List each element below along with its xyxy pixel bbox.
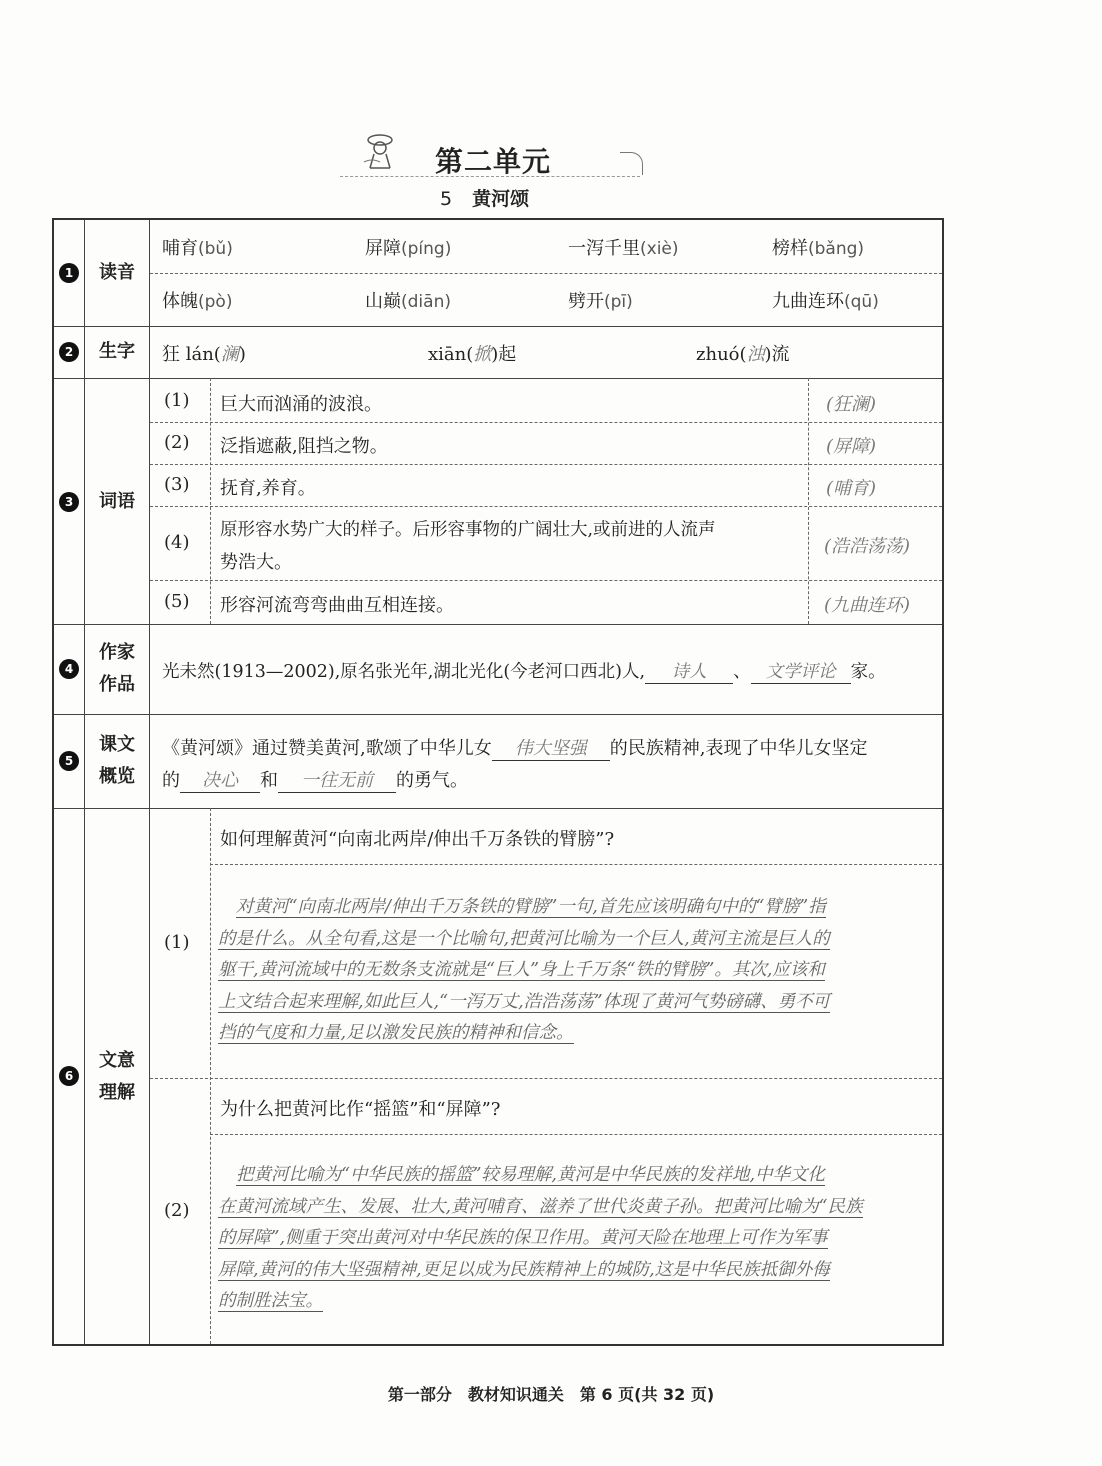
section-characters <box>54 326 942 379</box>
word-number: (2) <box>164 432 190 453</box>
reading-item: 哺育(bǔ) <box>162 238 233 259</box>
comprehension-answer: 对黄河“向南北两岸/伸出千万条铁的臂膀”一句,首先应该明确句中的“臂膀”指 的是什么。从全句看,这是一个比喻句,把黄河比喻为一个巨人,黄河主流是巨人的 躯干,黄河流域中的无数条支流就是“巨人”身上千万条“铁的臂膀”。其次,应该和 上文结合起来理解,如此巨人,“一泻万丈,浩浩荡荡”体现了黄河气势磅礴、勇不可 挡的气度和力量,足以激发民族的精神和信念。 <box>218 897 831 1043</box>
section-reading <box>54 220 942 327</box>
lesson-title <box>440 184 529 211</box>
section-comprehension <box>54 808 942 1344</box>
unit-title: 第二单元 <box>435 145 552 178</box>
word-definition: 巨大而汹涌的波浪。 <box>220 394 382 415</box>
section-words <box>54 378 942 625</box>
section-author <box>54 624 942 715</box>
section-label: 概览 <box>99 766 135 787</box>
lesson-number: 5 <box>440 188 453 210</box>
word-answer: (狂澜) <box>826 394 877 415</box>
page-footer <box>0 1382 1102 1405</box>
word-definition: 势浩大。 <box>220 552 292 573</box>
section-label: 课文 <box>99 734 135 755</box>
section-label: 读音 <box>99 262 135 283</box>
word-answer: (屏障) <box>826 436 877 457</box>
header-decoration-curve <box>620 152 643 175</box>
word-answer: (九曲连环) <box>824 595 911 616</box>
word-number: (4) <box>164 532 190 553</box>
footer-part: 第一部分 <box>387 1385 452 1404</box>
word-definition: 抚育,养育。 <box>220 478 316 499</box>
lesson-name: 黄河颂 <box>472 188 530 210</box>
section-badge: 3 <box>59 492 79 512</box>
reading-item: 榜样(bǎng) <box>772 238 865 259</box>
footer-page: 第 6 页(共 32 页) <box>579 1385 715 1404</box>
word-definition: 原形容水势广大的样子。后形容事物的广阔壮大,或前进的人流声 <box>220 520 716 540</box>
overview-line: 的 决心 和 一往无前 的勇气。 <box>162 766 468 793</box>
overview-line: 《黄河颂》通过赞美黄河,歌颂了中华儿女 伟大坚强 的民族精神,表现了中华儿女坚定 <box>162 734 867 761</box>
word-answer: (浩浩荡荡) <box>824 536 911 557</box>
section-overview <box>54 714 942 809</box>
character-item: zhuó(浊)流 <box>696 344 790 365</box>
comprehension-number: (2) <box>164 1200 190 1221</box>
section-badge: 1 <box>59 263 79 283</box>
section-badge: 2 <box>59 342 79 362</box>
section-label: 词语 <box>99 491 135 512</box>
character-item: 狂 lán(澜) <box>162 344 246 365</box>
comprehension-answer: 把黄河比喻为“中华民族的摇篮”较易理解,黄河是中华民族的发祥地,中华文化 在黄河流域产生、发展、壮大,黄河哺育、滋养了世代炎黄子孙。把黄河比喻为“民族 的屏障”,侧重于突出黄河对中华民族的保卫作用。黄河天险在地理上可作为军事 屏障,黄河的伟大坚强精神,更足以成为民族精神上的城防,这是中华民族抵御外侮 的制胜法宝。 <box>218 1165 863 1311</box>
reading-item: 劈开(pī) <box>568 291 633 312</box>
section-badge: 4 <box>59 659 79 679</box>
comprehension-number: (1) <box>164 932 190 953</box>
reading-item: 山巅(diān) <box>365 291 451 312</box>
word-number: (1) <box>164 390 190 411</box>
reading-item: 九曲连环(qū) <box>772 291 879 312</box>
section-badge: 5 <box>59 751 79 771</box>
section-label: 理解 <box>99 1082 135 1103</box>
word-definition: 形容河流弯弯曲曲互相连接。 <box>220 595 454 616</box>
word-number: (3) <box>164 474 190 495</box>
word-number: (5) <box>164 591 190 612</box>
section-label: 生字 <box>99 341 135 362</box>
footer-section: 教材知识通关 <box>467 1385 564 1404</box>
comprehension-question: 如何理解黄河“向南北两岸/伸出千万条铁的臂膀”? <box>220 829 615 850</box>
section-label: 作家 <box>99 642 135 663</box>
author-text: 光未然(1913—2002),原名张光年,湖北光化(今老河口西北)人, 诗人 、 文学评论 家。 <box>162 658 886 684</box>
comprehension-question: 为什么把黄河比作“摇篮”和“屏障”? <box>220 1099 501 1120</box>
section-badge: 6 <box>59 1066 79 1086</box>
word-answer: (哺育) <box>826 478 877 499</box>
section-label: 作品 <box>99 674 135 695</box>
reading-item: 一泻千里(xiè) <box>568 238 679 259</box>
section-label: 文意 <box>99 1050 135 1071</box>
reading-item: 体魄(pò) <box>162 291 233 312</box>
pencil-figure-icon <box>360 128 400 172</box>
reading-item: 屏障(píng) <box>365 238 452 259</box>
worksheet-table <box>52 218 944 1346</box>
character-item: xiān(掀)起 <box>428 344 517 365</box>
word-definition: 泛指遮蔽,阻挡之物。 <box>220 436 388 457</box>
